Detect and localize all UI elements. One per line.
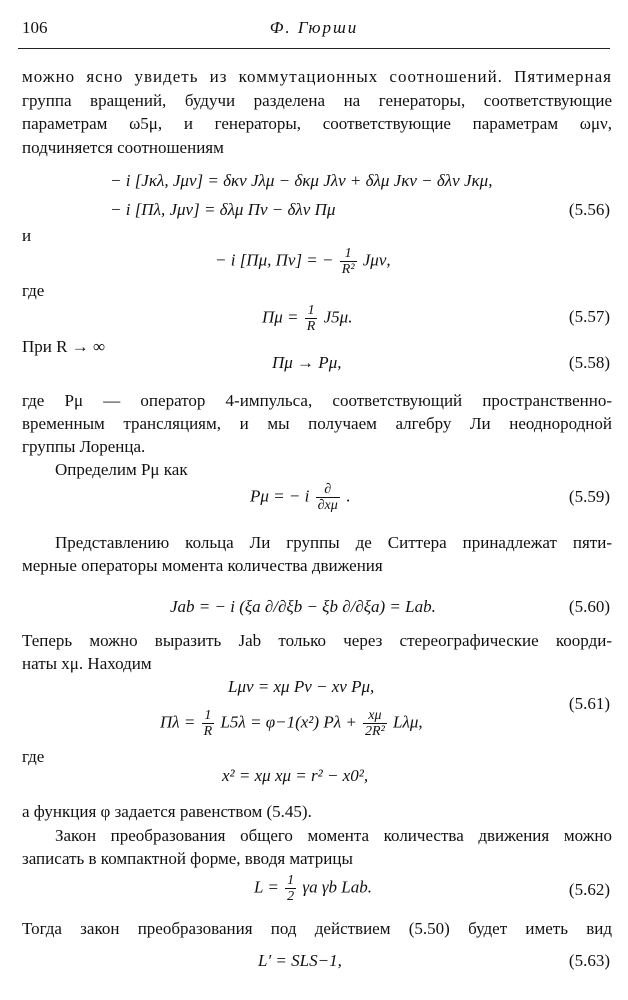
text-line: группы Лоренца. [22,437,146,456]
equation-number: (5.56) [568,200,610,219]
equation-number: (5.60) [568,597,610,616]
fraction [202,708,215,739]
denominator: R [203,724,213,739]
denominator: R [306,319,316,334]
numerator: 1 [202,708,215,724]
eq-part: J5μ. [323,307,353,327]
denominator: R² [341,262,355,277]
equation [215,246,391,277]
equation: Jab = − i (ξa ∂/∂ξb − ξb ∂/∂ξa) = Lab. [170,597,436,616]
eq-part: L5λ = φ−1(x²) Pλ + [220,712,357,732]
equation-number: (5.59) [568,487,610,506]
text-line: где Pμ — оператор 4-импульса, соответствующий пространственно- [22,391,612,410]
equation: Πμ → Pμ, [272,353,342,372]
eq-part: Jμν, [362,250,391,270]
text-line: Определим Pμ как [55,460,188,479]
eq-part: − i [Πμ, Πν] = − [215,250,334,270]
equation: Lμν = xμ Pν − xν Pμ, [228,677,375,696]
text-line: группа вращений, будучи разделена на генераторы, соответствующие [22,91,612,110]
text-line: подчиняется соотношениям [22,138,224,157]
numerator: 1 [305,303,318,319]
text-line: записать в компактной форме, вводя матрицы [22,849,353,868]
text-line: Теперь можно выразить Jab только через стереографические коорди- [22,631,612,650]
equation-number: (5.58) [568,353,610,372]
text-line: мерные операторы момента количества движения [22,556,383,575]
equation [254,873,372,904]
header-rule [18,48,610,49]
fraction [363,708,387,739]
text-line: При R → ∞ [22,337,106,356]
equation: − i [Πλ, Jμν] = δλμ Πν − δλν Πμ [110,200,336,219]
text-line: а функция φ задается равенством (5.45). [22,802,312,821]
text-line: где [22,747,45,766]
fraction [305,303,318,334]
denominator: 2R² [365,724,385,739]
fraction [285,873,296,904]
text-line: можно ясно увидеть из коммутационных соотношений. Пятимерная [22,67,612,86]
text-line: Тогда закон преобразования под действием (5.50) будет иметь вид [22,919,612,938]
equation-number: (5.62) [568,880,610,899]
equation [250,482,350,513]
period: . [346,486,351,506]
numerator: 1 [340,246,357,262]
numerator: 1 [287,873,295,888]
equation: x² = xμ xμ = r² − x0², [222,766,369,785]
text-line: наты xμ. Находим [22,654,152,673]
eq-part: Πμ = [262,307,299,327]
denominator: ∂xμ [317,498,338,513]
numerator: xμ [363,708,387,724]
equation [262,303,352,334]
text-line: временным трансляциям, и мы получаем алгебру Ли неоднородной [22,414,612,433]
text-line: Закон преобразования общего момента количества движения можно [55,826,612,845]
running-title: Ф. Гюрши [269,18,359,37]
equation: L′ = SLS−1, [258,951,342,970]
equation-number: (5.57) [568,307,610,326]
eq-part: γa γb Lab. [302,877,372,897]
eq-part: L = [254,877,279,897]
text-line: параметрам ω5μ, и генераторы, соответствующие параметрам ωμν, [22,114,612,133]
eq-part: Lλμ, [393,712,423,732]
numerator: ∂ [316,482,340,498]
eq-part: Pμ = − i [250,486,310,506]
equation [160,708,423,739]
text-line: и [22,226,32,245]
equation: − i [Jκλ, Jμν] = δκν Jλμ − δκμ Jλν + δλμ Jκν − δλν Jκμ, [110,171,493,190]
page-number: 106 [22,18,48,37]
eq-part: Πλ = [160,712,196,732]
equation-number: (5.63) [568,951,610,970]
denominator: 2 [287,889,295,904]
equation-number: (5.61) [568,694,610,713]
text-line: где [22,281,45,300]
text-line: Представлению кольца Ли группы де Ситтера принадлежат пяти- [55,533,612,552]
fraction [316,482,340,513]
fraction [340,246,357,277]
